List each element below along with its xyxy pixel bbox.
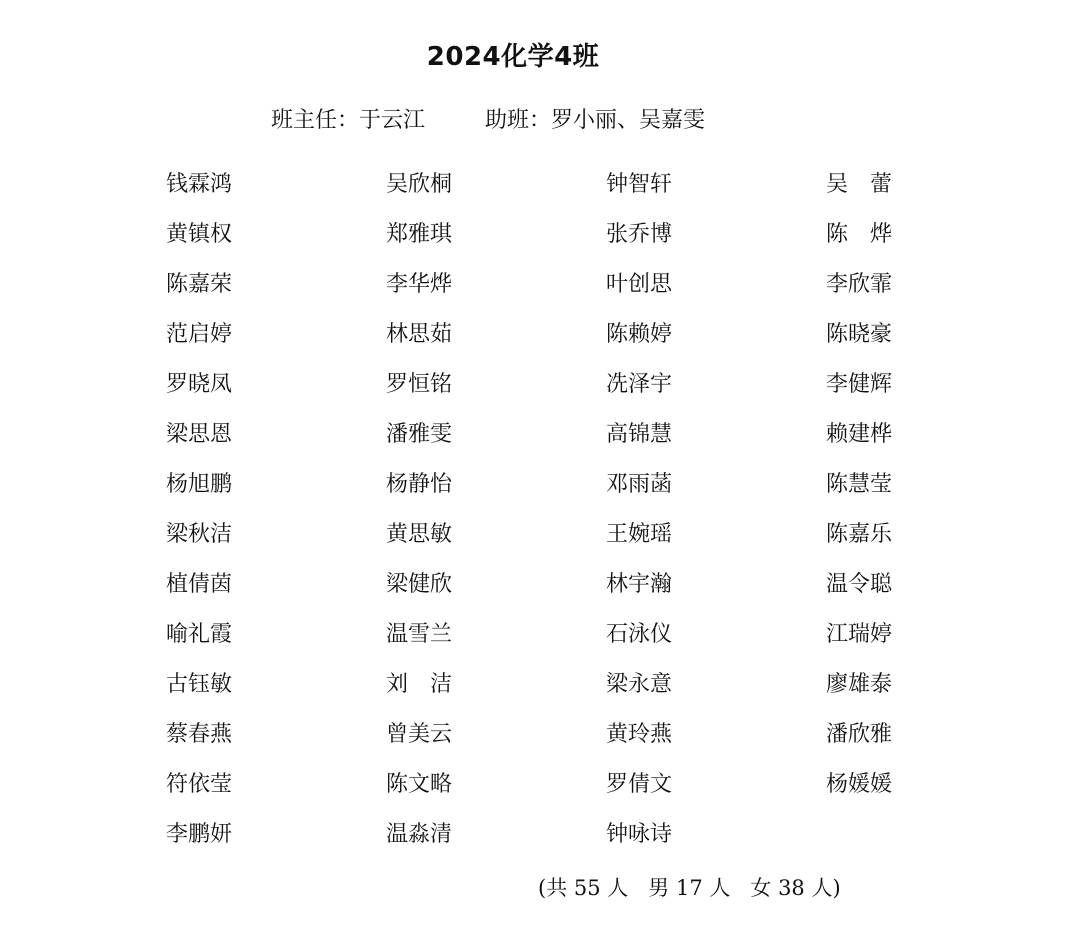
student-name: 曾美云	[386, 722, 453, 747]
student-name: 喻礼霞	[166, 622, 233, 647]
student-name: 叶创思	[606, 272, 673, 297]
student-name: 植倩茵	[166, 572, 233, 597]
student-name: 钱霖鸿	[166, 172, 233, 197]
student-name: 陈慧莹	[826, 472, 893, 497]
student-name: 梁永意	[606, 672, 673, 697]
student-name: 吴 蕾	[826, 172, 893, 197]
student-name: 石泳仪	[606, 622, 673, 647]
student-name: 罗倩文	[606, 772, 673, 797]
student-name: 潘雅雯	[386, 422, 453, 447]
student-name: 张乔博	[606, 222, 673, 247]
student-name: 李鹏妍	[166, 822, 233, 847]
student-name: 陈嘉荣	[166, 272, 233, 297]
student-name: 黄思敏	[386, 522, 453, 547]
student-name: 梁健欣	[386, 572, 453, 597]
student-name: 高锦慧	[606, 422, 673, 447]
student-name: 潘欣雅	[826, 722, 893, 747]
student-name: 钟咏诗	[606, 822, 673, 847]
student-name: 温雪兰	[386, 622, 453, 647]
staff-line	[271, 103, 705, 134]
student-name: 古钰敏	[166, 672, 233, 697]
student-name: 蔡春燕	[166, 722, 233, 747]
student-name: 冼泽宇	[606, 372, 673, 397]
assistant-teachers: 助班：罗小丽、吴嘉雯	[485, 108, 706, 133]
student-name: 钟智轩	[606, 172, 673, 197]
student-name: 杨媛媛	[826, 772, 893, 797]
student-name: 李华烨	[386, 272, 453, 297]
student-name: 李健辉	[826, 372, 893, 397]
student-name: 王婉瑶	[606, 522, 673, 547]
student-name: 黄镇权	[166, 222, 233, 247]
class-title: 2024化学4班	[426, 42, 600, 72]
student-name: 赖建桦	[826, 422, 893, 447]
student-name: 陈赖婷	[606, 322, 673, 347]
student-name: 江瑞婷	[826, 622, 893, 647]
student-name: 邓雨菡	[606, 472, 673, 497]
student-name: 温令聪	[826, 572, 893, 597]
student-name: 梁秋洁	[166, 522, 233, 547]
student-name: 符依莹	[166, 772, 233, 797]
student-name: 杨旭鹏	[166, 472, 233, 497]
student-name: 罗恒铭	[386, 372, 453, 397]
student-count-summary: (共 55 人 男 17 人 女 38 人)	[538, 876, 841, 900]
student-name: 陈晓豪	[826, 322, 893, 347]
student-name: 杨静怡	[386, 472, 453, 497]
student-name: 郑雅琪	[386, 222, 453, 247]
student-name: 李欣霏	[826, 272, 893, 297]
student-name: 黄玲燕	[606, 722, 673, 747]
student-name: 梁思恩	[166, 422, 233, 447]
student-name: 林宇瀚	[606, 572, 673, 597]
student-name: 吴欣桐	[386, 172, 453, 197]
student-name: 林思茹	[386, 322, 453, 347]
student-name: 廖雄泰	[826, 672, 893, 697]
student-name: 陈 烨	[826, 222, 893, 247]
student-name: 刘 洁	[386, 672, 453, 697]
student-name: 温淼清	[386, 822, 453, 847]
student-name: 陈文略	[386, 772, 453, 797]
head-teacher: 班主任：于云江	[271, 108, 426, 133]
student-name: 陈嘉乐	[826, 522, 893, 547]
student-name: 罗晓凤	[166, 372, 233, 397]
student-name: 范启婷	[166, 322, 233, 347]
